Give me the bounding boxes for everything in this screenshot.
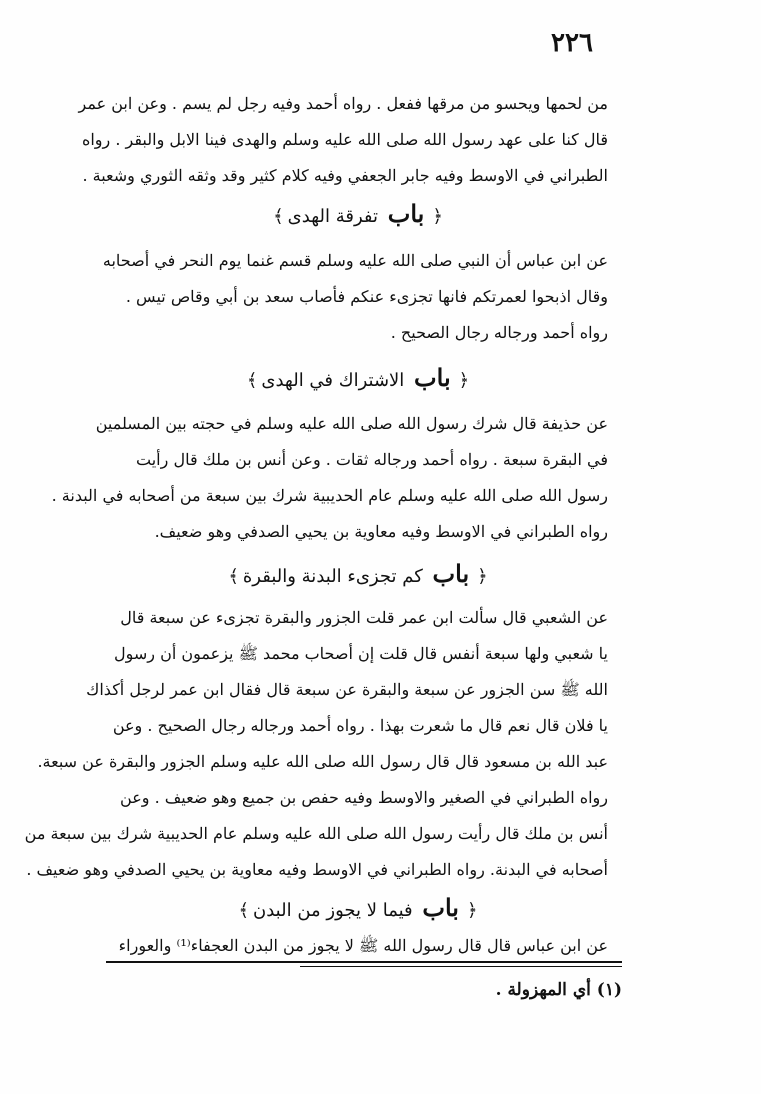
heading-title: الاشتراك في الهدى xyxy=(261,370,405,391)
text-line: عن الشعبي قال سألت ابن عمر قلت الجزور والبقرة تجزىء عن سبعة قال xyxy=(120,608,608,627)
text-line: من لحمها ويحسو من مرقها ففعل . رواه أحمد وفيه رجل لم يسم . وعن ابن عمر xyxy=(78,94,608,113)
heading-title: فيما لا يجوز من البدن xyxy=(253,900,413,921)
text-line: رسول الله صلى الله عليه وسلم عام الحديبية شرك بين سبعة من أصحابه في البدنة . xyxy=(51,486,608,505)
paragraph-3 xyxy=(51,406,608,550)
text-line: رواه الطبراني في الاوسط وفيه معاوية بن يحيي الصدفي وهو ضعيف. xyxy=(154,522,608,541)
text-line: قال كنا على عهد رسول الله صلى الله عليه وسلم والهدى فينا الابل والبقر . رواه xyxy=(81,130,608,149)
section-heading-1 xyxy=(108,196,608,235)
text-line: عن حذيفة قال شرك رسول الله صلى الله عليه وسلم في حجته بين المسلمين xyxy=(95,414,608,433)
footnote: (١) أي المهزولة . xyxy=(495,980,622,1000)
text-line: في البقرة سبعة . رواه أحمد ورجاله ثقات . وعن أنس بن ملك قال رأيت xyxy=(136,450,608,469)
heading-ornament-close: ﴾ xyxy=(273,206,284,227)
text-line: وقال اذبحوا لعمرتكم فانها تجزىء عنكم فأصاب سعد بن أبي وقاص تيس . xyxy=(125,287,608,306)
footnote-divider-thin xyxy=(300,966,622,967)
text-line: يا فلان قال نعم قال ما شعرت بهذا . رواه أحمد ورجاله رجال الصحيح . وعن xyxy=(112,716,608,735)
text-line: عن ابن عباس قال قال رسول الله ﷺ لا يجوز من البدن العجفاء⁽¹⁾ والعوراء xyxy=(118,936,608,955)
heading-bab: باب xyxy=(387,199,425,228)
heading-bab: باب xyxy=(422,893,459,922)
section-heading-2 xyxy=(108,360,608,399)
paragraph-5 xyxy=(108,928,608,964)
text-line: الله ﷺ سن الجزور عن سبعة والبقرة عن سبعة قال فقال ابن عمر لرجل أكذاك xyxy=(86,680,608,699)
paragraph-2 xyxy=(102,243,608,351)
heading-ornament-open: ﴿ xyxy=(466,900,478,921)
text-line: رواه أحمد ورجاله رجال الصحيح . xyxy=(390,323,608,342)
text-line: أصحابه في البدنة. رواه الطبراني في الاوسط وفيه معاوية بن يحيي الصدفي وهو ضعيف . xyxy=(26,860,608,879)
footnote-divider xyxy=(106,961,622,963)
text-line: أنس بن ملك قال رأيت رسول الله صلى الله عليه وسلم عام الحديبية شرك بين سبعة من xyxy=(24,824,608,843)
heading-ornament-close: ﴾ xyxy=(238,900,250,921)
heading-bab: باب xyxy=(414,363,451,392)
heading-title: كم تجزىء البدنة والبقرة xyxy=(242,566,423,587)
heading-ornament-close: ﴾ xyxy=(228,566,239,587)
text-line: يا شعبي ولها سبعة أنفس قال قلت إن أصحاب محمد ﷺ يزعمون أن رسول xyxy=(114,644,608,663)
heading-ornament-open: ﴿ xyxy=(477,566,488,587)
text-line: رواه الطبراني في الصغير والاوسط وفيه حفص بن جميع وهو ضعيف . وعن xyxy=(120,788,608,807)
heading-bab: باب xyxy=(432,559,470,588)
text-line: عبد الله بن مسعود قال قال رسول الله صلى الله عليه وسلم الجزور والبقرة عن سبعة. xyxy=(37,752,608,771)
heading-ornament-close: ﴾ xyxy=(246,370,258,391)
paragraph-1 xyxy=(78,86,608,194)
paragraph-4 xyxy=(24,600,608,888)
heading-title: تفرقة الهدى xyxy=(287,206,378,227)
text-line: عن ابن عباس أن النبي صلى الله عليه وسلم قسم غنما يوم النحر في أصحابه xyxy=(102,251,608,270)
text-line: الطبراني في الاوسط وفيه جابر الجعفي وفيه كلام كثير وقد وثقه الثوري وشعبة . xyxy=(82,166,608,185)
section-heading-4 xyxy=(108,890,608,929)
heading-ornament-open: ﴿ xyxy=(432,206,443,227)
page-number: ٢٢٦ xyxy=(551,28,593,58)
heading-ornament-open: ﴿ xyxy=(458,370,470,391)
section-heading-3 xyxy=(108,556,608,595)
